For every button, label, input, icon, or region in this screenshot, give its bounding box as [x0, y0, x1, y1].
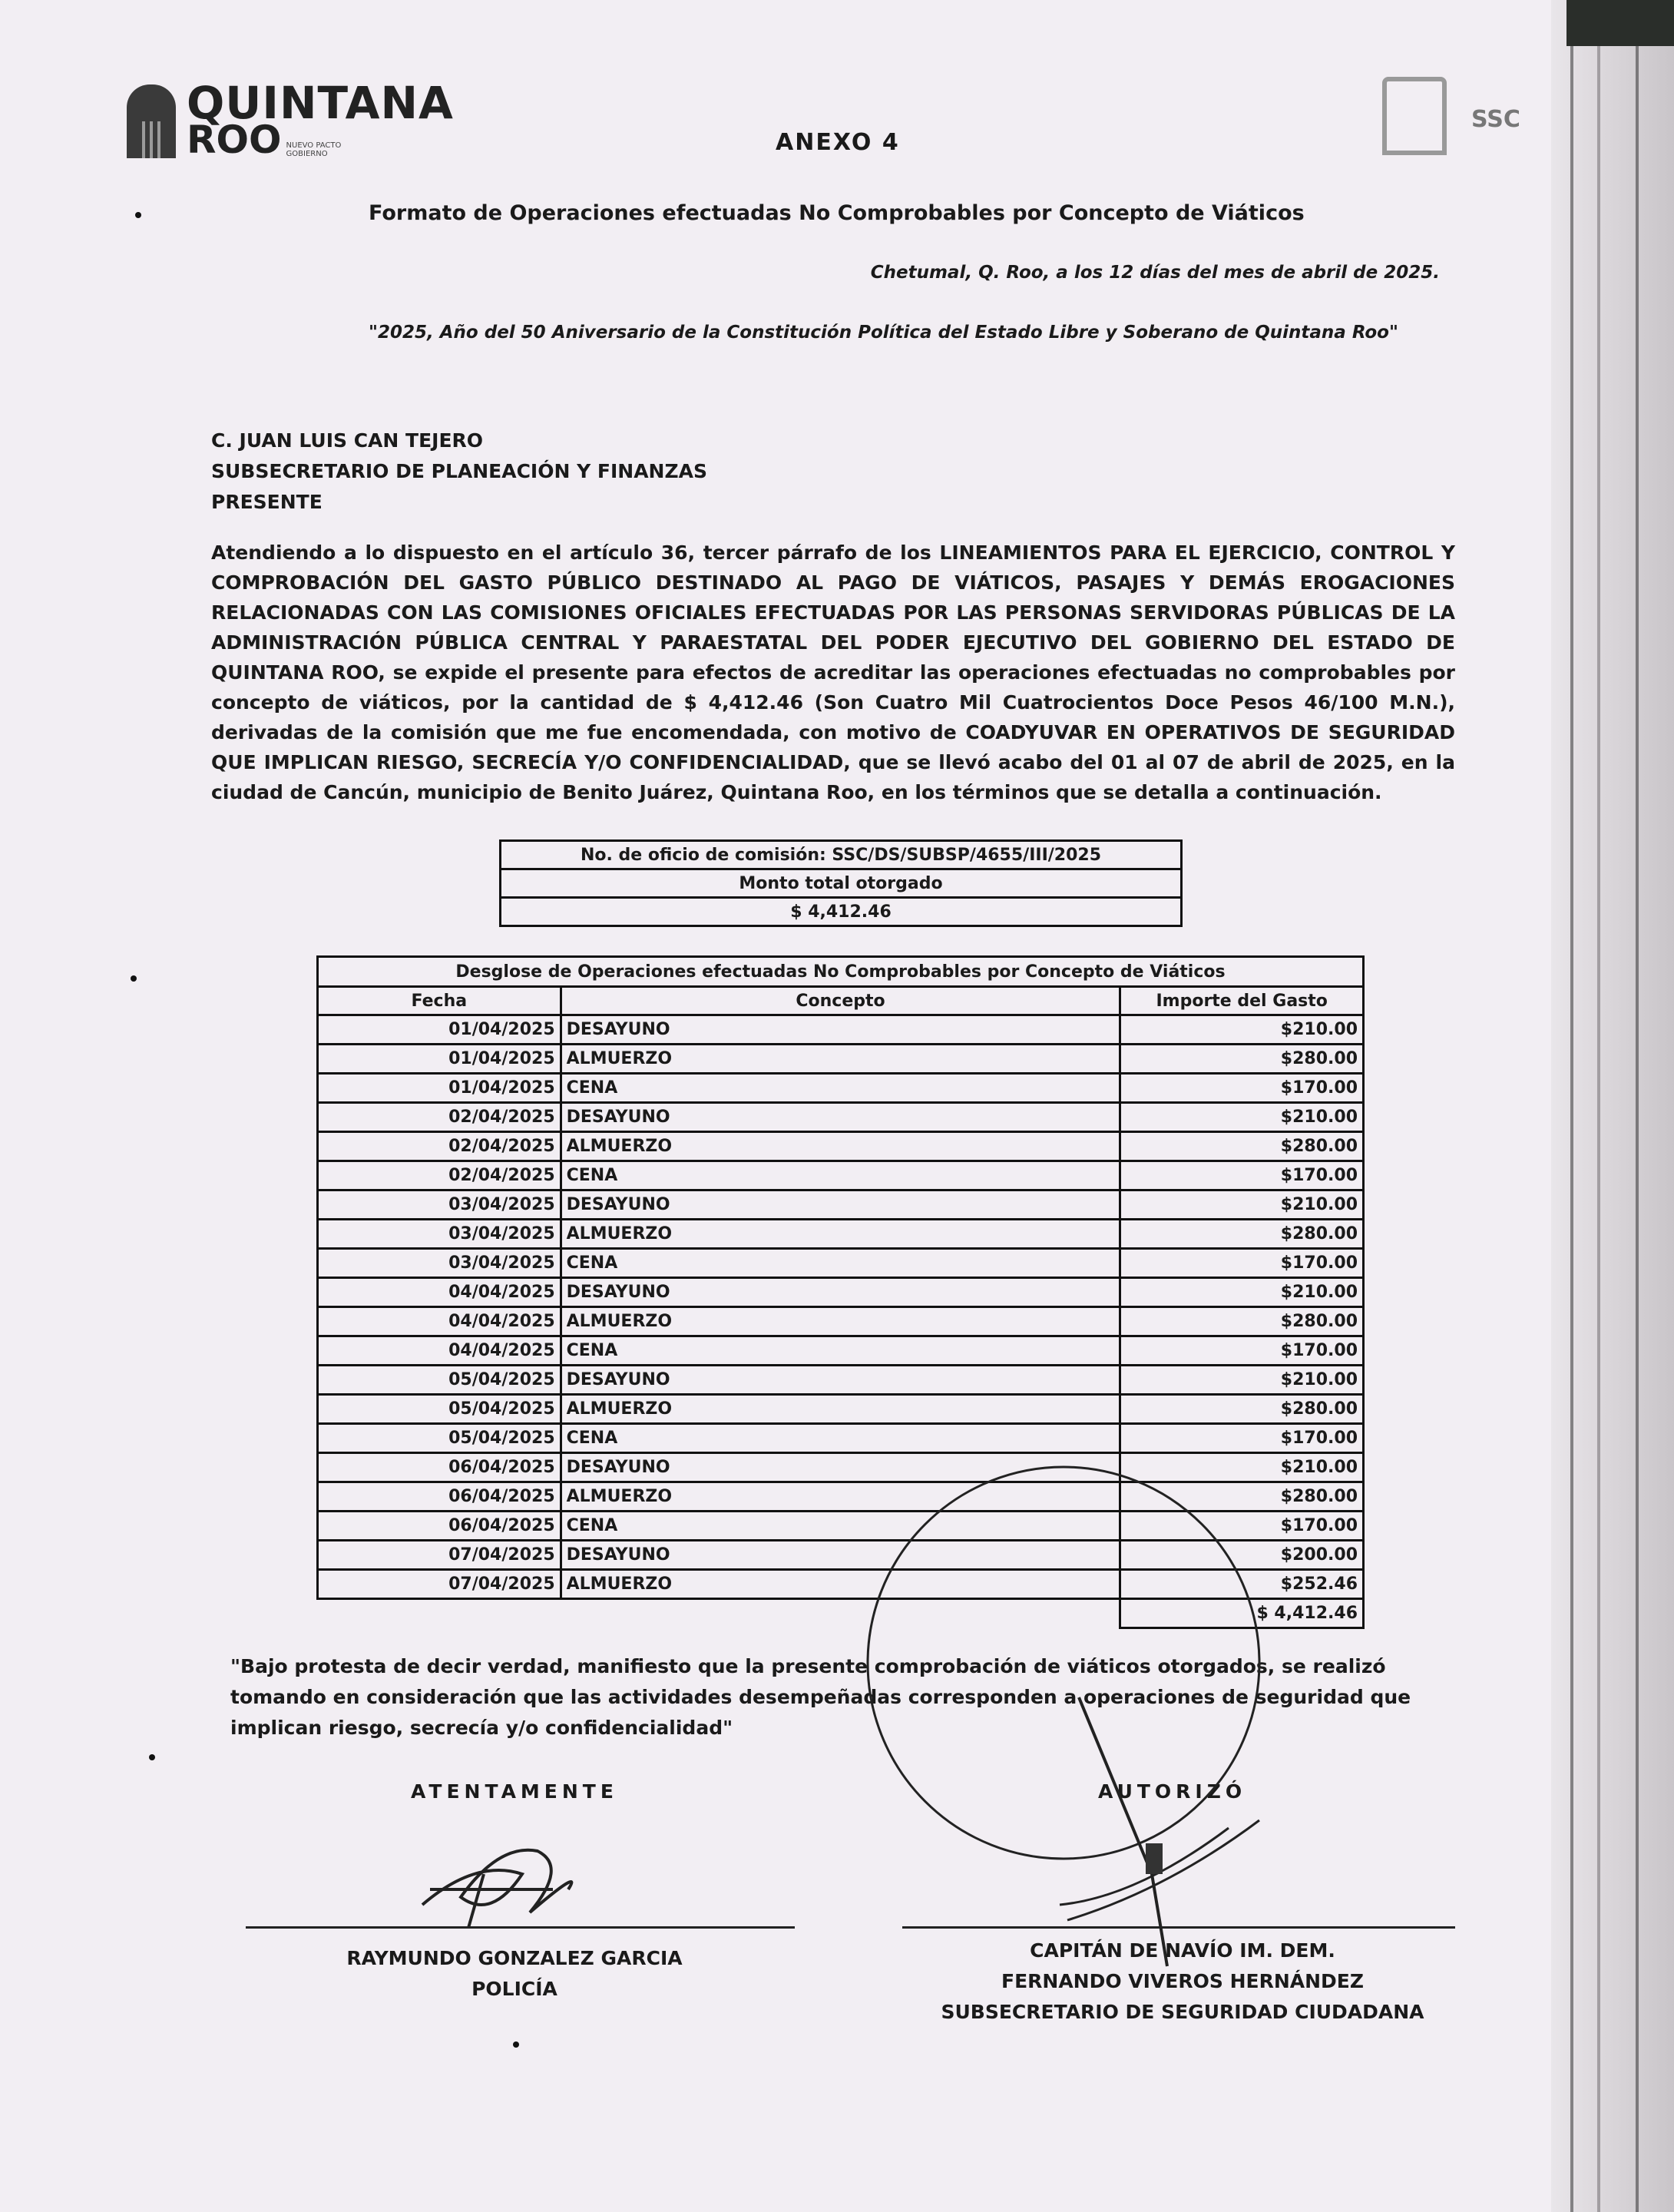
- left-signature-line: [246, 1926, 795, 1929]
- annex-label: ANEXO 4: [776, 129, 900, 156]
- header-concepto: Concepto: [561, 987, 1120, 1015]
- logo-sub: NUEVO PACTO GOBIERNO: [286, 141, 342, 158]
- speck: [513, 2041, 519, 2048]
- year-motto: "2025, Año del 50 Aniversario de la Constitución Política del Estado Libre y Soberano de Quintana Roo": [369, 323, 1398, 343]
- row-amount: $210.00: [1120, 1103, 1364, 1132]
- row-concept: DESAYUNO: [561, 1278, 1120, 1307]
- row-date: 07/04/2025: [318, 1541, 561, 1570]
- row-amount: $280.00: [1120, 1307, 1364, 1336]
- logo-line2: ROO: [187, 118, 282, 163]
- row-concept: DESAYUNO: [561, 1366, 1120, 1395]
- row-date: 01/04/2025: [318, 1074, 561, 1103]
- row-amount: $170.00: [1120, 1424, 1364, 1453]
- row-concept: DESAYUNO: [561, 1103, 1120, 1132]
- right-signer-block: [906, 1936, 1459, 2028]
- ssc-logo: SSC: [1471, 106, 1520, 133]
- row-concept: CENA: [561, 1074, 1120, 1103]
- right-signature-heading: AUTORIZÓ: [1098, 1780, 1247, 1803]
- row-concept: ALMUERZO: [561, 1045, 1120, 1074]
- row-concept: ALMUERZO: [561, 1132, 1120, 1161]
- row-concept: ALMUERZO: [561, 1395, 1120, 1424]
- header-fecha: Fecha: [318, 987, 561, 1015]
- speck: [131, 975, 137, 982]
- row-concept: DESAYUNO: [561, 1015, 1120, 1045]
- row-concept: ALMUERZO: [561, 1220, 1120, 1249]
- right-signer-role: SUBSECRETARIO DE SEGURIDAD CIUDADANA: [941, 2001, 1424, 2023]
- logo-line1: QUINTANA: [187, 77, 454, 129]
- row-amount: $280.00: [1120, 1220, 1364, 1249]
- row-amount: $210.00: [1120, 1453, 1364, 1482]
- left-signer-role: POLICÍA: [471, 1978, 557, 2000]
- addressee-presente: PRESENTE: [211, 491, 323, 513]
- row-concept: CENA: [561, 1161, 1120, 1190]
- row-amount: $210.00: [1120, 1190, 1364, 1220]
- row-amount: $280.00: [1120, 1395, 1364, 1424]
- row-amount: $280.00: [1120, 1132, 1364, 1161]
- row-concept: CENA: [561, 1249, 1120, 1278]
- form-title: Formato de Operaciones efectuadas No Comprobables por Concepto de Viáticos: [369, 201, 1305, 225]
- left-signature-stroke: [422, 1850, 571, 1928]
- row-concept: DESAYUNO: [561, 1190, 1120, 1220]
- oficio-number: No. de oficio de comisión: SSC/DS/SUBSP/4655/III/2025: [501, 841, 1182, 869]
- row-amount: $210.00: [1120, 1278, 1364, 1307]
- row-date: 01/04/2025: [318, 1015, 561, 1045]
- row-date: 01/04/2025: [318, 1045, 561, 1074]
- row-date: 05/04/2025: [318, 1366, 561, 1395]
- body-paragraph: Atendiendo a lo dispuesto en el artículo 36, tercer párrafo de los LINEAMIENTOS PARA EL EJERCICIO, CONTROL Y COMPROBACIÓN DEL GASTO PÚBLICO DESTINADO AL PAGO DE VIÁTICOS, PASAJES Y DEMÁS EROGACIONES RELACIONADAS CON LAS COMISIONES OFICIALES EFECTUADAS POR LAS PERSONAS SERVIDORAS PÚBLICAS DE LA ADMINISTRACIÓN PÚBLICA CENTRAL Y PARAESTATAL DEL PODER EJECUTIVO DEL GOBIERNO DEL ESTADO DE QUINTANA ROO, se expide el presente para efectos de acreditar las operaciones efectuadas no comprobables por concepto de viáticos, por la cantidad de $ 4,412.46 (Son Cuatro Mil Cuatrocientos Doce Pesos 46/100 M.N.), derivadas de la comisión que me fue encomendada, con motivo de COADYUVAR EN OPERATIVOS DE SEGURIDAD QUE IMPLICAN RIESGO, SECRECÍA Y/O CONFIDENCIALIDAD, que se llevó acabo del 01 al 07 de abril de 2025, en la ciudad de Cancún, municipio de Benito Juárez, Quintana Roo, en los términos que se detalla a continuación.: [211, 541, 1455, 803]
- row-concept: ALMUERZO: [561, 1307, 1120, 1336]
- row-amount: $200.00: [1120, 1541, 1364, 1570]
- oath-statement: "Bajo protesta de decir verdad, manifiesto que la presente comprobación de viáticos otorgados, se realizó tomando en consideración que las actividades desempeñadas corresponden a operaciones de seguridad que implican riesgo, secrecía y/o confidencialidad": [230, 1655, 1411, 1739]
- row-date: 06/04/2025: [318, 1453, 561, 1482]
- row-amount: $210.00: [1120, 1366, 1364, 1395]
- row-amount: $170.00: [1120, 1074, 1364, 1103]
- row-amount: $210.00: [1120, 1015, 1364, 1045]
- row-amount: $252.46: [1120, 1570, 1364, 1599]
- row-date: 05/04/2025: [318, 1424, 561, 1453]
- speck: [149, 1754, 155, 1760]
- row-date: 04/04/2025: [318, 1307, 561, 1336]
- header-importe: Importe del Gasto: [1120, 987, 1364, 1015]
- detail-caption: Desglose de Operaciones efectuadas No Comprobables por Concepto de Viáticos: [318, 957, 1364, 987]
- row-concept: ALMUERZO: [561, 1570, 1120, 1599]
- row-concept: CENA: [561, 1424, 1120, 1453]
- total-amount: $ 4,412.46: [1120, 1599, 1364, 1628]
- row-date: 05/04/2025: [318, 1395, 561, 1424]
- left-signer-name: RAYMUNDO GONZALEZ GARCIA: [346, 1947, 683, 1969]
- row-date: 03/04/2025: [318, 1190, 561, 1220]
- row-amount: $170.00: [1120, 1512, 1364, 1541]
- left-signature-heading: ATENTAMENTE: [411, 1780, 618, 1803]
- row-concept: CENA: [561, 1512, 1120, 1541]
- row-date: 06/04/2025: [318, 1512, 561, 1541]
- row-amount: $170.00: [1120, 1161, 1364, 1190]
- row-date: 07/04/2025: [318, 1570, 561, 1599]
- row-date: 04/04/2025: [318, 1336, 561, 1366]
- row-date: 06/04/2025: [318, 1482, 561, 1512]
- speck: [135, 212, 141, 218]
- row-date: 03/04/2025: [318, 1249, 561, 1278]
- addressee-position: SUBSECRETARIO DE PLANEACIÓN Y FINANZAS: [211, 460, 707, 482]
- monto-label: Monto total otorgado: [501, 869, 1182, 898]
- right-signer-rank: CAPITÁN DE NAVÍO IM. DEM.: [1030, 1939, 1335, 1962]
- row-amount: $280.00: [1120, 1045, 1364, 1074]
- row-date: 02/04/2025: [318, 1132, 561, 1161]
- row-concept: ALMUERZO: [561, 1482, 1120, 1512]
- round-stamp: [868, 1467, 1259, 1859]
- row-date: 03/04/2025: [318, 1220, 561, 1249]
- addressee-name: C. JUAN LUIS CAN TEJERO: [211, 429, 484, 452]
- row-amount: $170.00: [1120, 1336, 1364, 1366]
- row-date: 04/04/2025: [318, 1278, 561, 1307]
- right-signature-mark: [1146, 1843, 1163, 1874]
- row-concept: CENA: [561, 1336, 1120, 1366]
- row-date: 02/04/2025: [318, 1161, 561, 1190]
- right-signer-name: FERNANDO VIVEROS HERNÁNDEZ: [1001, 1970, 1364, 1992]
- row-amount: $280.00: [1120, 1482, 1364, 1512]
- row-amount: $170.00: [1120, 1249, 1364, 1278]
- place-date: Chetumal, Q. Roo, a los 12 días del mes de abril de 2025.: [870, 263, 1440, 283]
- row-date: 02/04/2025: [318, 1103, 561, 1132]
- right-signature-line: [902, 1926, 1455, 1929]
- row-concept: DESAYUNO: [561, 1453, 1120, 1482]
- left-signer-block: [223, 1943, 806, 2005]
- row-concept: DESAYUNO: [561, 1541, 1120, 1570]
- monto-value: $ 4,412.46: [501, 898, 1182, 926]
